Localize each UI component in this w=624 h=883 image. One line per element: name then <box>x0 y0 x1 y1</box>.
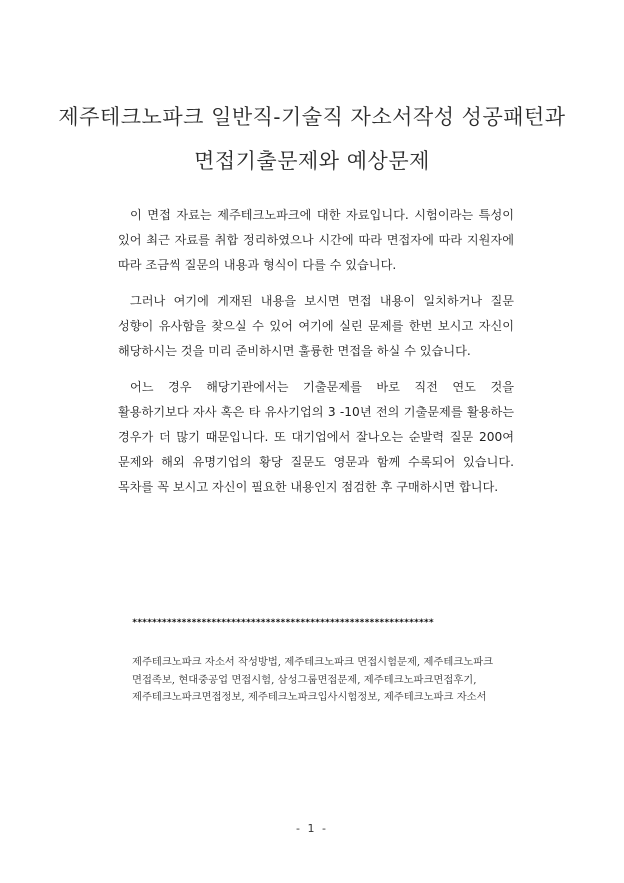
page-number: - 1 - <box>296 822 328 835</box>
document-title <box>0 95 624 183</box>
keywords-text: 제주테크노파크 자소서 작성방법, 제주테크노파크 면접시험문제, 제주테크노파크 면접족보, 현대중공업 면접시험, 삼성그룹면접문제, 제주테크노파크면접후기, 제주테크노파크면접정보, 제주테크노파크입사시험정보, 제주테크노파크 자소서 <box>132 656 494 703</box>
paragraph-preparation: 그러나 여기에 게재된 내용을 보시면 면접 내용이 일치하거나 질문 성향이 유사함을 찾으실 수 있어 여기에 실린 문제를 한번 보시고 자신이 해당하시는 것을 미리 준비하시면 훌륭한 면접을 하실 수 있습니다. <box>118 294 514 358</box>
title-line-1: 제주테크노파크 일반직-기술직 자소서작성 성공패턴과 <box>58 105 566 129</box>
separator-line: ************************************************************* <box>132 618 434 628</box>
title-line-2: 면접기출문제와 예상문제 <box>194 149 430 173</box>
paragraph-intro: 이 면접 자료는 제주테크노파크에 대한 자료입니다. 시험이라는 특성이 있어 최근 자료를 취합 정리하였으나 시간에 따라 면접자에 따라 지원자에 따라 조금씩 질문의 내용과 형식이 다를 수 있습니다. <box>118 208 514 272</box>
paragraph-notice: 어느 경우 해당기관에서는 기출문제를 바로 직전 연도 것을 활용하기보다 자사 혹은 타 유사기업의 3 -10년 전의 기출문제를 활용하는 경우가 더 많기 때문입니다. 또 대기업에서 잘나오는 순발력 질문 200여 문제와 해외 유명기업의 황당 질문도 영문과 함께 수록되어 있습니다. 목차를 꼭 보시고 자신이 필요한 내용인지 점검한 후 구매하시면 합니다. <box>118 380 514 494</box>
document-body <box>118 203 514 511</box>
